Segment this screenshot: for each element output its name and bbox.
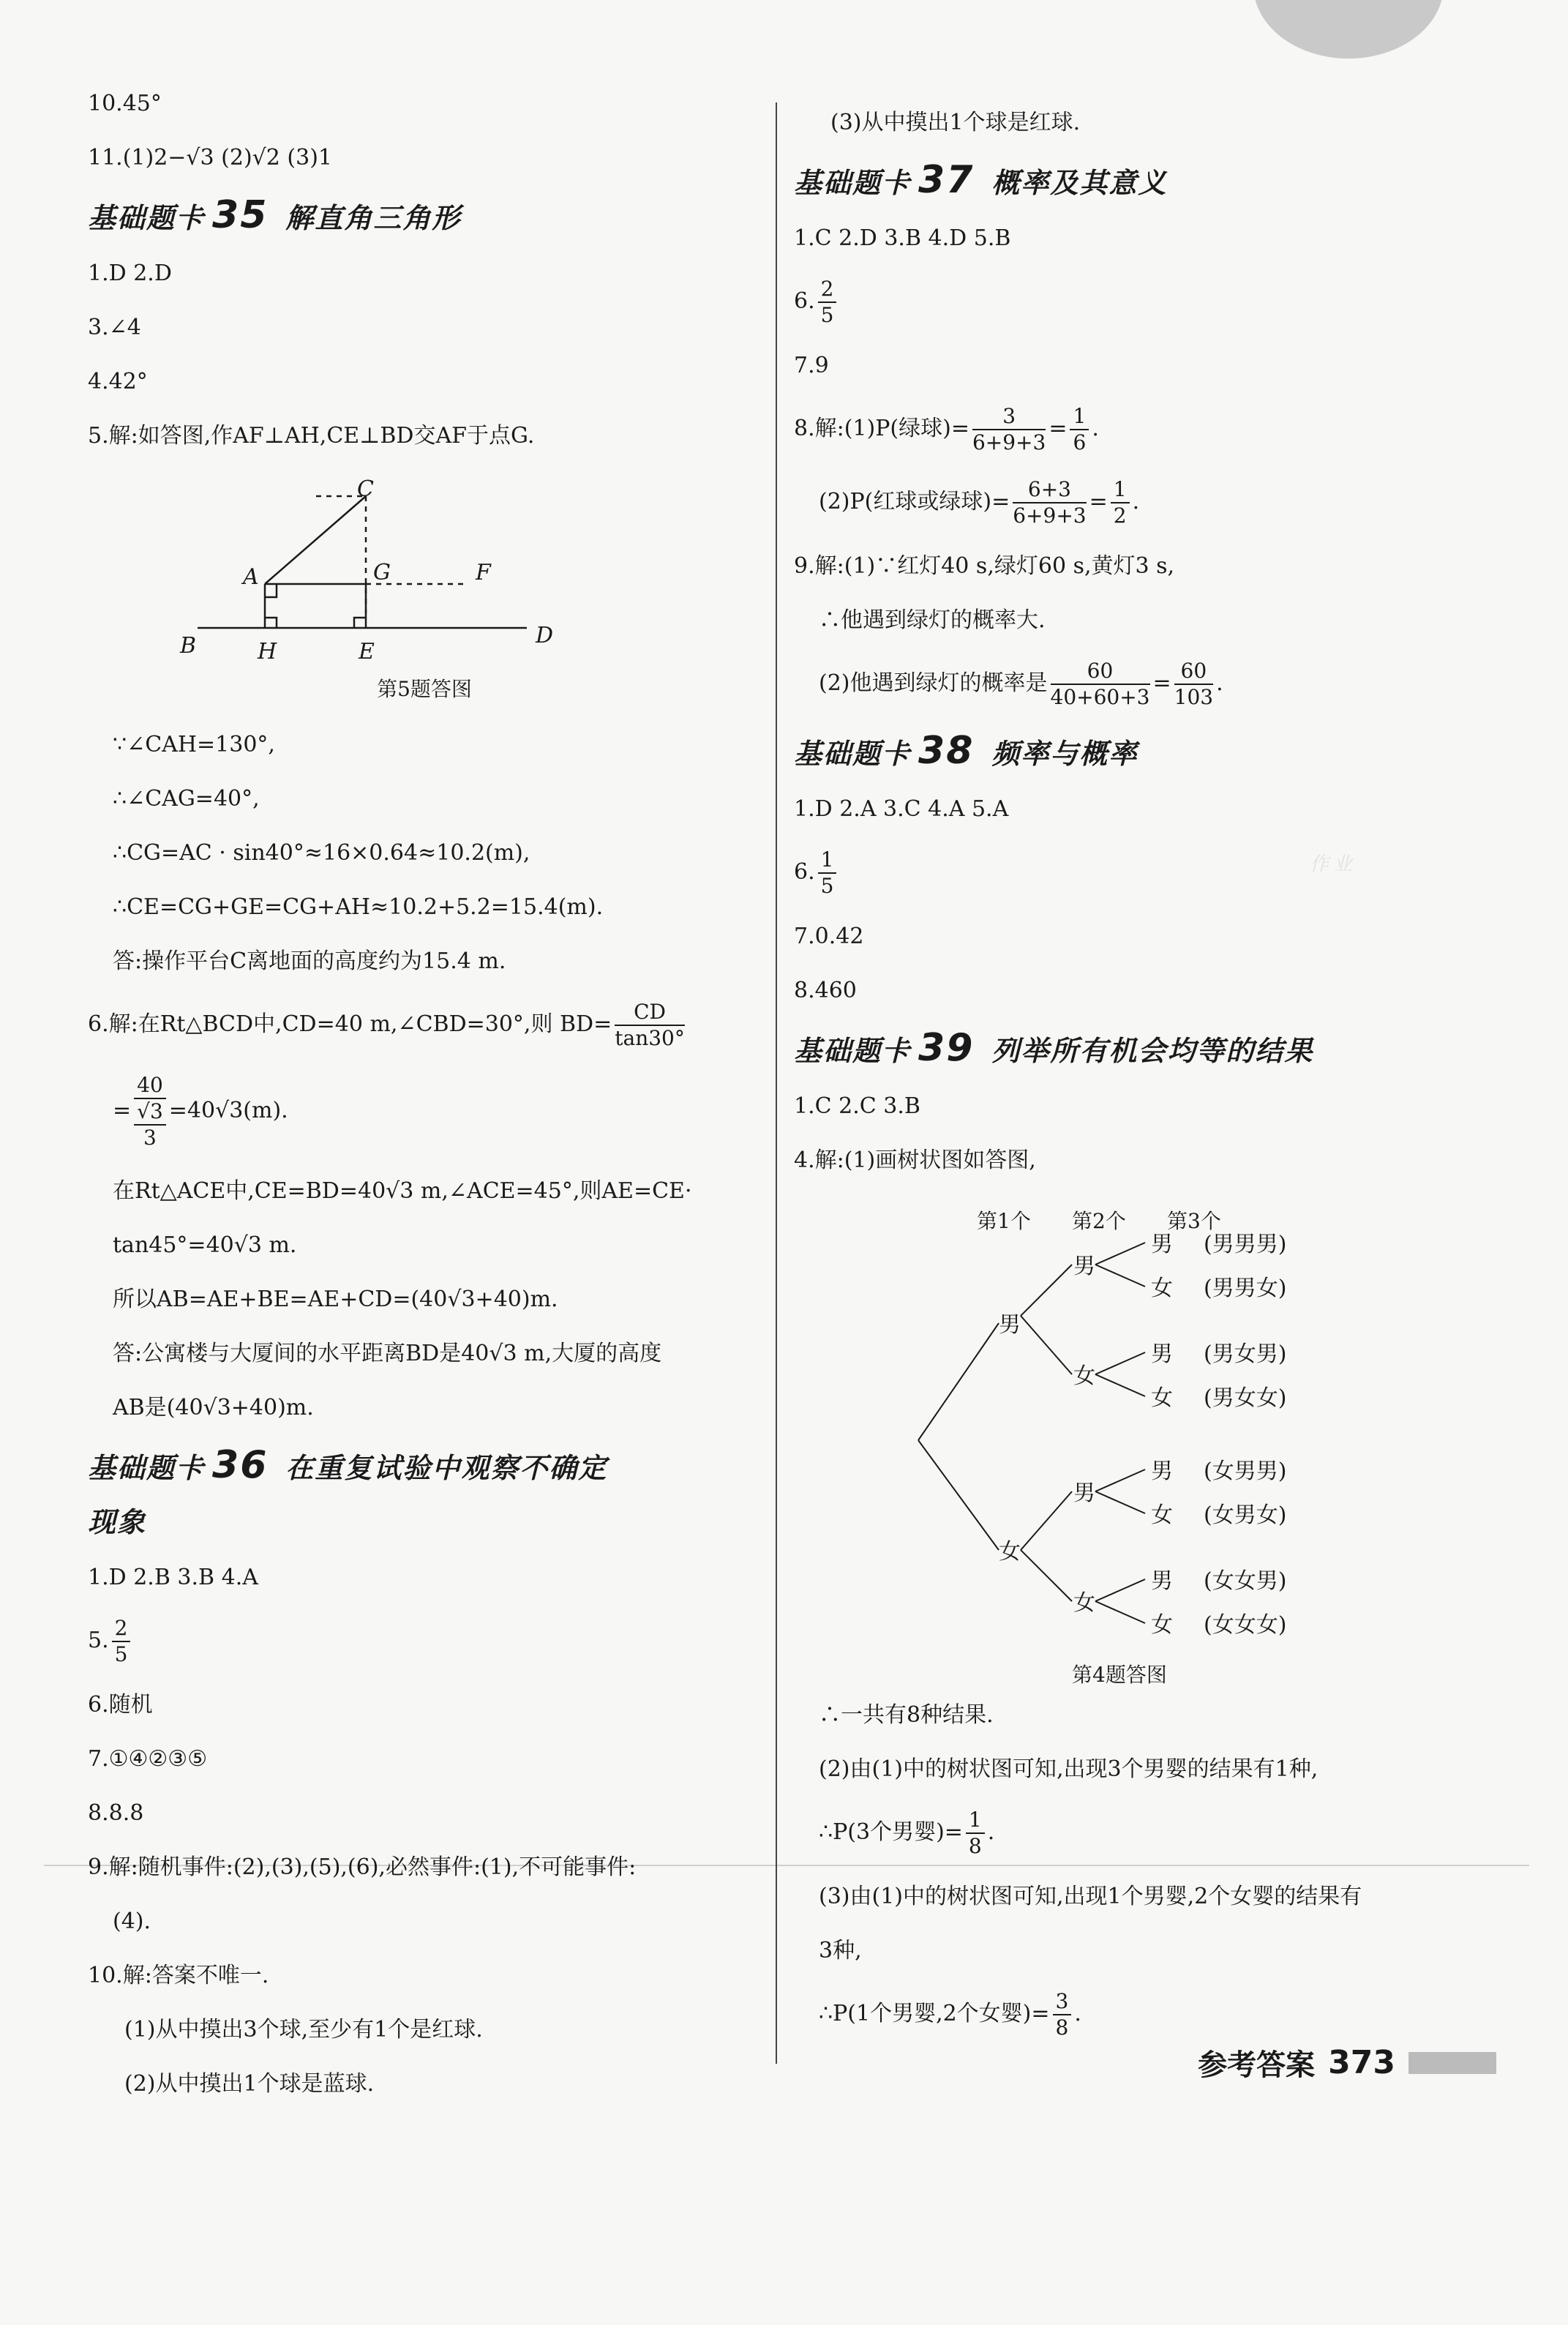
answer-6-line3: 在Rt△ACE中,CE=BD=40√3 m,∠ACE=45°,则AE=CE· — [113, 1178, 692, 1204]
stamp-watermark: 作业 — [1310, 853, 1357, 875]
answer-39-a: ∴一共有8种结果. — [819, 1702, 994, 1728]
section-heading-36-cont: 现象 — [88, 1506, 147, 1538]
answer-38-6: 6. $\frac{1}{5}$ — [794, 847, 1496, 899]
answer-36-9b: (4). — [113, 1909, 151, 1934]
label-c: C — [357, 476, 374, 502]
outcome-6: (女男女) — [1204, 1502, 1287, 1528]
line-ac — [265, 496, 366, 584]
node-l3-1: 男 — [1151, 1232, 1173, 1257]
answer-37-9a: 9.解:(1)∵红灯40 s,绿灯60 s,黄灯3 s, — [794, 553, 1175, 579]
left-column — [88, 88, 761, 2122]
answer-37-9c: (2)他遇到绿灯的概率是 $\frac{60}{40+60+3}$ = $\frac{60}{103}$ . — [819, 659, 1223, 709]
answer-6-line4: tan45°=40√3 m. — [113, 1232, 297, 1258]
answer-39-d: (3)由(1)中的树状图可知,出现1个男婴,2个女婴的结果有 — [819, 1884, 1362, 1909]
figure-caption-q4: 第4题答图 — [1072, 1663, 1167, 1687]
label-d: D — [536, 623, 554, 648]
answer-36-10c: (3)从中摸出1个球是红球. — [830, 110, 1081, 135]
label-f: F — [476, 560, 491, 585]
answer-37-9b: ∴他遇到绿灯的概率大. — [819, 607, 1046, 633]
outcome-1: (男男男) — [1204, 1232, 1287, 1257]
node-l3-8: 女 — [1151, 1612, 1173, 1638]
tree-header-1: 第1个 — [977, 1209, 1031, 1233]
answer-36-1: 1.D 2.B 3.B 4.A — [88, 1565, 258, 1590]
node-l2-boy-2: 男 — [1073, 1480, 1095, 1506]
answer-37-6: 6. $\frac{2}{5}$ — [794, 277, 1496, 328]
footer-bar — [1408, 2052, 1496, 2074]
answer-39-b: (2)由(1)中的树状图可知,出现3个男婴的结果有1种, — [819, 1756, 1318, 1782]
node-l1-boy: 男 — [999, 1312, 1021, 1338]
answer-39-e: 3种, — [819, 1938, 862, 1963]
answer-11: 11.(1)2−√3 (2)√2 (3)1 — [88, 145, 332, 171]
answer-6-line1: 6.解:在Rt△BCD中,CD=40 m,∠CBD=30°,则 BD= $\frac{CD}{\tan 30^\circ}$ — [88, 1000, 685, 1050]
section-heading-35: 基础题卡 35 解直角三角形 — [88, 193, 462, 237]
answer-39-4: 4.解:(1)画树状图如答图, — [794, 1147, 1036, 1173]
fraction-40-sqrt3over3: $\frac{40}{\frac{√3}{3}}$ — [134, 1073, 166, 1150]
figure-caption-q5: 第5题答图 — [377, 677, 472, 701]
section-heading-39: 基础题卡 39 列举所有机会均等的结果 — [794, 1026, 1314, 1070]
node-l1-girl: 女 — [999, 1539, 1021, 1565]
answer-36-5: 5. $\frac{2}{5}$ — [88, 1616, 761, 1667]
right-angle-a — [265, 584, 277, 597]
answer-36-8: 8.8.8 — [88, 1800, 144, 1826]
answer-6-line6: 答:公寓楼与大厦间的水平距离BD是40√3 m,大厦的高度 — [113, 1341, 662, 1366]
node-l3-3: 男 — [1151, 1341, 1173, 1367]
answer-39-f: ∴P(1个男婴,2个女婴)= $\frac{3}{8}$ . — [819, 1989, 1081, 2040]
label-h: H — [258, 639, 277, 664]
right-angle-h — [265, 618, 277, 628]
section-heading-38: 基础题卡 38 频率与概率 — [794, 729, 1139, 773]
answer-35-1: 1.D 2.D — [88, 261, 172, 286]
answer-37-8b: (2)P(红球或绿球)= $\frac{6+3}{6+9+3}$ = $\frac{1}{2}$ . — [819, 477, 1140, 528]
outcome-8: (女女女) — [1204, 1612, 1287, 1638]
section-heading-36: 基础题卡 36 在重复试验中观察不确定 — [88, 1443, 608, 1487]
answer-6-line2: = $\frac{40}{\frac{√3}{3}}$ =40√3(m). — [113, 1073, 288, 1150]
label-b: B — [180, 633, 197, 659]
corner-decoration — [1253, 0, 1444, 59]
answer-35-4: 4.42° — [88, 369, 148, 394]
page-footer — [1198, 2042, 1496, 2083]
answer-39-c: ∴P(3个男婴)= $\frac{1}{8}$ . — [819, 1808, 995, 1858]
answer-38-8: 8.460 — [794, 978, 857, 1003]
node-l3-5: 男 — [1151, 1459, 1173, 1484]
answer-35-5: 5.解:如答图,作AF⊥AH,CE⊥BD交AF于点G. — [88, 423, 535, 449]
answer-6-line5: 所以AB=AE+BE=AE+CD=(40√3+40)m. — [113, 1287, 558, 1312]
answer-36-10a: (1)从中摸出3个球,至少有1个是红球. — [124, 2017, 483, 2043]
answer-37-7: 7.9 — [794, 353, 829, 378]
outcome-4: (男女女) — [1204, 1385, 1287, 1411]
outcome-3: (男女男) — [1204, 1341, 1287, 1367]
step-2: ∴∠CAG=40°, — [113, 786, 260, 812]
outcome-2: (男男女) — [1204, 1276, 1287, 1301]
step-3: ∴CG=AC · sin40°≈16×0.64≈10.2(m), — [113, 840, 530, 866]
right-column — [794, 88, 1496, 2062]
section-heading-37: 基础题卡 37 概率及其意义 — [794, 158, 1168, 202]
column-divider — [776, 102, 777, 2064]
step-1: ∵∠CAH=130°, — [113, 732, 275, 757]
node-l2-girl-1: 女 — [1073, 1363, 1095, 1389]
page-number: 373 — [1328, 2044, 1395, 2081]
geometry-diagram — [88, 474, 761, 664]
answer-6-line7: AB是(40√3+40)m. — [113, 1395, 314, 1420]
answer-35-3: 3.∠4 — [88, 315, 141, 340]
outcome-7: (女女男) — [1204, 1568, 1287, 1594]
label-g: G — [373, 560, 391, 585]
answer-36-10b: (2)从中摸出1个球是蓝球. — [124, 2071, 375, 2097]
right-angle-e — [354, 618, 366, 628]
node-l3-4: 女 — [1151, 1385, 1173, 1411]
node-l2-boy-1: 男 — [1073, 1254, 1095, 1279]
answer-36-6: 6.随机 — [88, 1692, 153, 1718]
tree-header-3: 第3个 — [1167, 1209, 1221, 1233]
answer-37-1: 1.C 2.D 3.B 4.D 5.B — [794, 225, 1011, 251]
answer-36-7: 7.①④②③⑤ — [88, 1746, 208, 1772]
answer-38-7: 7.0.42 — [794, 924, 864, 949]
label-e: E — [359, 639, 375, 664]
node-l3-7: 男 — [1151, 1568, 1173, 1594]
tree-header-2: 第2个 — [1072, 1209, 1126, 1233]
answer-38-1: 1.D 2.A 3.C 4.A 5.A — [794, 796, 1009, 822]
node-l2-girl-2: 女 — [1073, 1590, 1095, 1616]
answer-36-10: 10.解:答案不唯一. — [88, 1963, 269, 1988]
footer-label: 参考答案 — [1198, 2048, 1316, 2082]
answer-36-9a: 9.解:随机事件:(2),(3),(5),(6),必然事件:(1),不可能事件: — [88, 1854, 637, 1880]
tree-diagram-q4 — [794, 1199, 1496, 1699]
answer-10: 10.45° — [88, 91, 162, 116]
answer-37-8a: 8.解:(1)P(绿球)= $\frac{3}{6+9+3}$ = $\frac{1}{6}$ . — [794, 404, 1099, 454]
fraction-cd-tan30: $\frac{CD}{\tan 30^\circ}$ — [615, 1000, 685, 1050]
step-5: 答:操作平台C离地面的高度约为15.4 m. — [113, 948, 506, 974]
step-4: ∴CE=CG+GE=CG+AH≈10.2+5.2=15.4(m). — [113, 894, 604, 920]
answer-39-1: 1.C 2.C 3.B — [794, 1093, 920, 1119]
node-l3-6: 女 — [1151, 1502, 1173, 1528]
label-a: A — [243, 564, 259, 590]
figure-q5 — [88, 474, 761, 703]
outcome-5: (女男男) — [1204, 1459, 1287, 1484]
tree-diagram — [794, 1199, 1496, 1696]
node-l3-2: 女 — [1151, 1276, 1173, 1301]
